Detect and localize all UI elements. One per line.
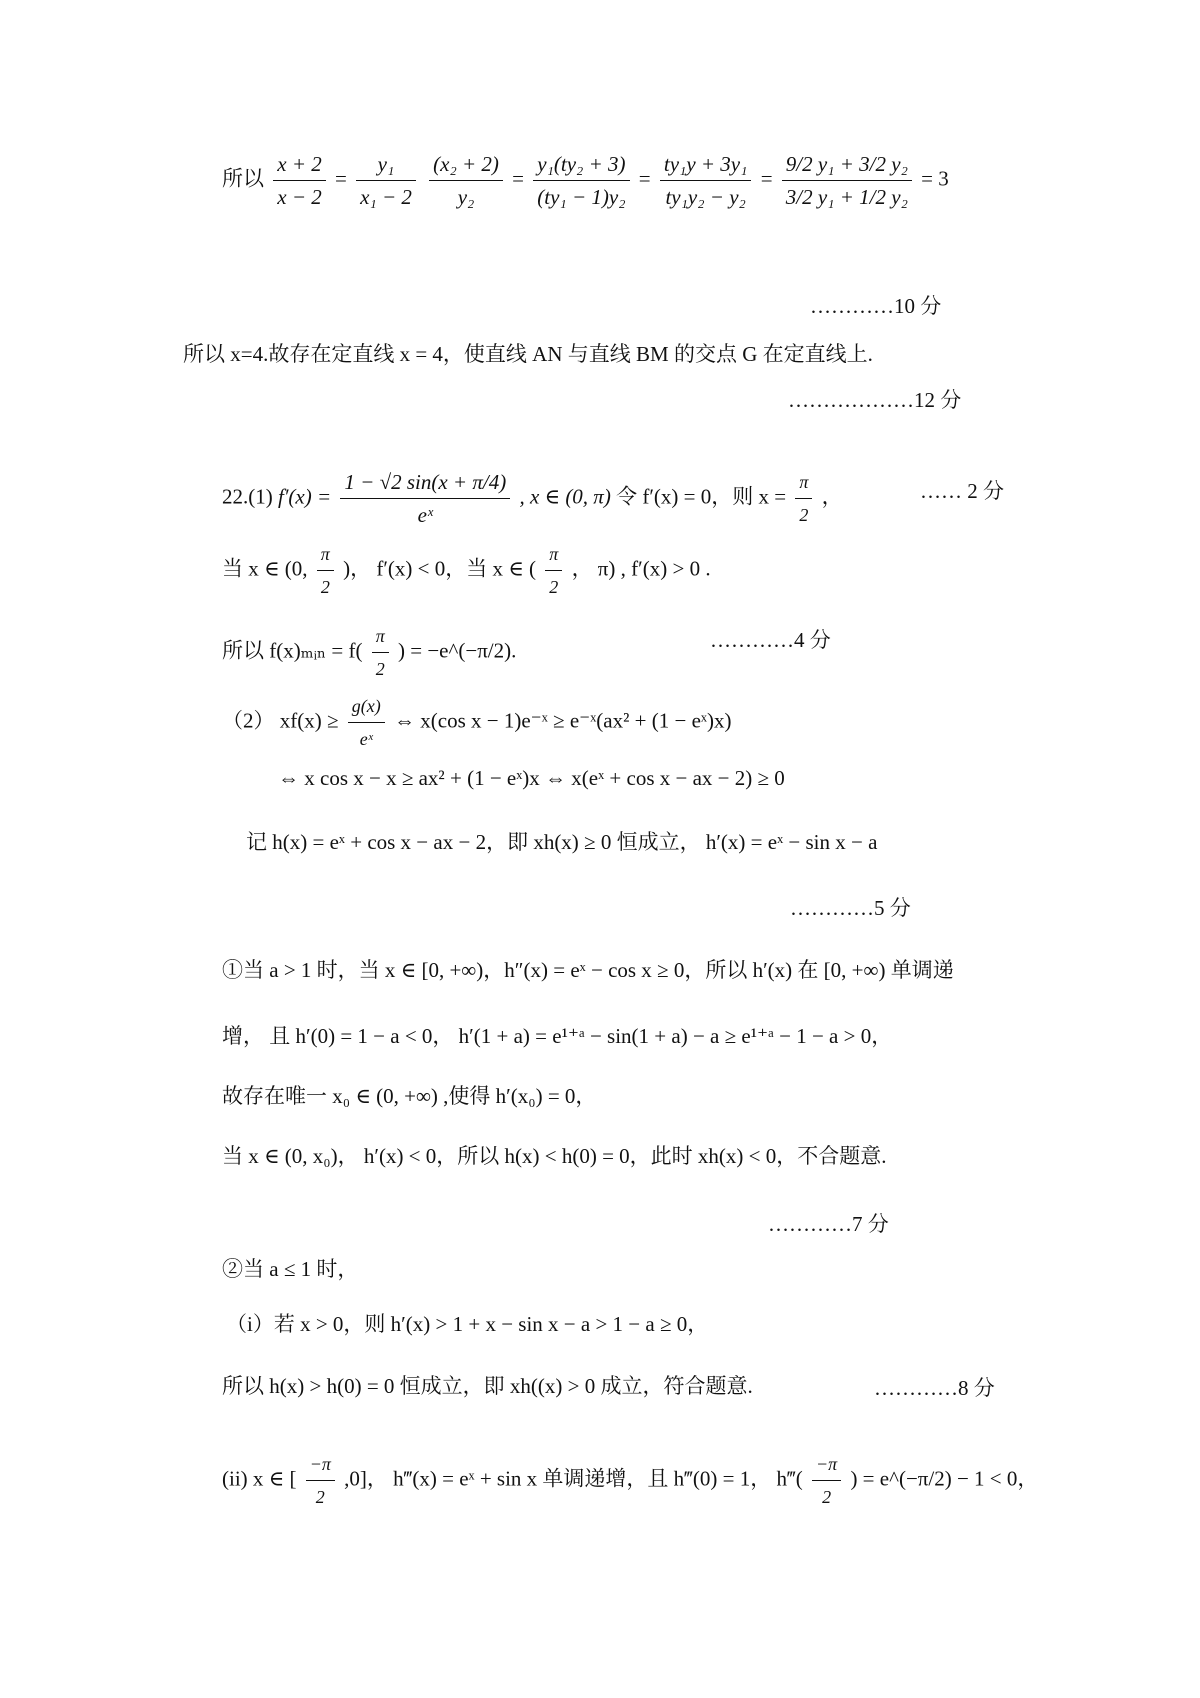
text: 当 x ∈ (0, <box>222 556 308 581</box>
text: ⇔ x(cos x − 1)e⁻ˣ ≥ e⁻ˣ(ax² + (1 − eˣ)x) <box>394 708 732 733</box>
text: ， <box>821 484 843 509</box>
fraction <box>533 150 629 211</box>
case1-line1 <box>222 956 954 984</box>
numerator: x + 2 <box>273 150 326 181</box>
text: ) = −e^(−π/2). <box>398 638 517 663</box>
problem-label: 22.(1) <box>222 484 273 509</box>
text: 记 h(x) = eˣ + cos x − ax − 2，即 xh(x) ≥ 0 恒成立， h′(x) = eˣ − sin x − a <box>246 830 878 854</box>
numerator: π <box>795 468 812 499</box>
denominator: 2 <box>320 577 330 597</box>
denominator: (ty₁ − 1)y₂ <box>537 185 626 209</box>
fraction <box>348 692 385 753</box>
score-10: …………10 分 <box>810 294 942 318</box>
numerator: π <box>372 622 389 653</box>
fraction <box>429 150 503 211</box>
text: 当 x ∈ (0, x₀)， h′(x) < 0，所以 h(x) < h(0) = 0，此时 xh(x) < 0，不合题意. <box>222 1144 887 1168</box>
fraction <box>306 1450 335 1511</box>
text: 故存在唯一 x₀ ∈ (0, +∞) ,使得 h′(x₀) = 0， <box>222 1084 597 1108</box>
denominator: eˣ <box>359 729 373 749</box>
equation-ratio: 所以 $\frac{x + 2}{x - 2}$ = $\frac{\text{y₁}}{\text{x₁ − 2}}$ $\frac{\text{(x₂ + 2)}}{\text{y₂}}$ = $\frac{\text{y₁(ty₂ + 3)}}{\text{(ty₁ − 1)y₂}}$ = $\frac{\text{ty₁y + 3y₁}}{\text{ty₁y₂ − y₂}}$ = $\frac{\text{9/2 y₁ + 3/2 y₂}}{\text{3/2 y₁ + 1/2 y₂}}$ = 3 <box>222 152 949 209</box>
denominator: 2 <box>375 659 385 679</box>
fraction <box>660 150 752 211</box>
case2-line4 <box>222 1450 1038 1511</box>
math: , x ∈ (0, π) <box>519 484 611 509</box>
text: ①当 a > 1 时，当 x ∈ [0, +∞)，h″(x) = eˣ − cos x ≥ 0，所以 h′(x) 在 [0, +∞) 单调递 <box>222 958 954 982</box>
numerator: ty₁y + 3y₁ <box>660 150 752 181</box>
conclusion-line <box>183 340 873 368</box>
score-12: ………………12 分 <box>788 388 962 412</box>
numerator: π <box>317 540 334 571</box>
fraction <box>812 1450 841 1511</box>
denominator: eˣ <box>417 503 433 527</box>
fraction <box>782 150 912 211</box>
numerator: y₁(ty₂ + 3) <box>533 150 629 181</box>
text: 增， 且 h′(0) = 1 − a < 0， h′(1 + a) = e¹⁺ᵃ − sin(1 + a) − a ≥ e¹⁺ᵃ − 1 − a > 0， <box>222 1024 893 1048</box>
numerator: −π <box>306 1450 335 1481</box>
numerator: (x₂ + 2) <box>429 150 503 181</box>
score-7: …………7 分 <box>768 1212 889 1236</box>
text: ②当 a ≤ 1 时， <box>222 1257 359 1281</box>
denominator: 2 <box>549 577 559 597</box>
score-2: …… 2 分 <box>920 479 1004 503</box>
fraction <box>317 540 334 601</box>
numerator: g(x) <box>348 692 385 723</box>
text: 所以 x=4.故存在定直线 x = 4，使直线 AN 与直线 BM 的交点 G 在定直线上. <box>183 342 873 366</box>
fraction <box>356 150 416 211</box>
fraction <box>545 540 562 601</box>
denominator: 2 <box>822 1487 832 1507</box>
numerator: π <box>545 540 562 571</box>
monotonic-line <box>222 540 711 601</box>
denominator: y₂ <box>457 185 475 209</box>
numerator: y₁ <box>356 150 416 181</box>
fraction <box>340 468 510 529</box>
text: ⇔ x cos x − x ≥ ax² + (1 − eˣ)x ⇔ x(eˣ + cos x − ax − 2) ≥ 0 <box>278 766 785 790</box>
text: （i）若 x > 0，则 h′(x) > 1 + x − sin x − a > 1 − a ≥ 0， <box>226 1312 709 1336</box>
text: 所以 h(x) > h(0) = 0 恒成立，即 xh((x) > 0 成立，符合题意. <box>222 1374 753 1398</box>
result: = 3 <box>921 166 949 191</box>
text: 令 f′(x) = 0，则 x = <box>616 484 787 509</box>
case2-line2 <box>226 1310 708 1338</box>
denominator: 2 <box>799 505 809 525</box>
problem-22-part1 <box>222 468 843 529</box>
text: 所以 f(x)ₘᵢₙ = f( <box>222 638 363 663</box>
denominator: 3/2 y₁ + 1/2 y₂ <box>785 185 908 209</box>
denominator: x₁ − 2 <box>360 185 412 209</box>
fraction <box>795 468 812 529</box>
text: ， π) , f′(x) > 0 . <box>571 556 711 581</box>
min-line <box>222 622 516 683</box>
score-8: …………8 分 <box>874 1376 995 1400</box>
score-5: …………5 分 <box>790 896 911 920</box>
denominator: ty₁y₂ − y₂ <box>665 185 746 209</box>
part2-line2 <box>278 764 785 792</box>
fraction <box>273 150 326 211</box>
case1-line4 <box>222 1142 887 1170</box>
text: （2） xf(x) ≥ <box>222 708 339 733</box>
numerator: 9/2 y₁ + 3/2 y₂ <box>782 150 912 181</box>
text: ) = e^(−π/2) − 1 < 0， <box>850 1466 1039 1491</box>
case1-line3 <box>222 1082 596 1110</box>
case2-line1 <box>222 1255 358 1283</box>
denominator: x − 2 <box>277 185 322 209</box>
fraction <box>372 622 389 683</box>
part2-line3 <box>246 828 877 856</box>
text: )， f′(x) < 0，当 x ∈ ( <box>343 556 537 581</box>
denominator: 2 <box>315 1487 325 1507</box>
score-4: …………4 分 <box>710 628 831 652</box>
case1-line2 <box>222 1022 892 1050</box>
text: ,0]， h‴(x) = eˣ + sin x 单调递增，且 h‴(0) = 1， h‴( <box>344 1466 803 1491</box>
part2-line1 <box>222 692 731 753</box>
case2-line3 <box>222 1372 753 1400</box>
math: f′(x) = <box>278 484 332 509</box>
text-prefix: 所以 <box>222 166 264 191</box>
numerator: 1 − √2 sin(x + π/4) <box>340 468 510 499</box>
text: (ii) x ∈ [ <box>222 1466 297 1491</box>
numerator: −π <box>812 1450 841 1481</box>
